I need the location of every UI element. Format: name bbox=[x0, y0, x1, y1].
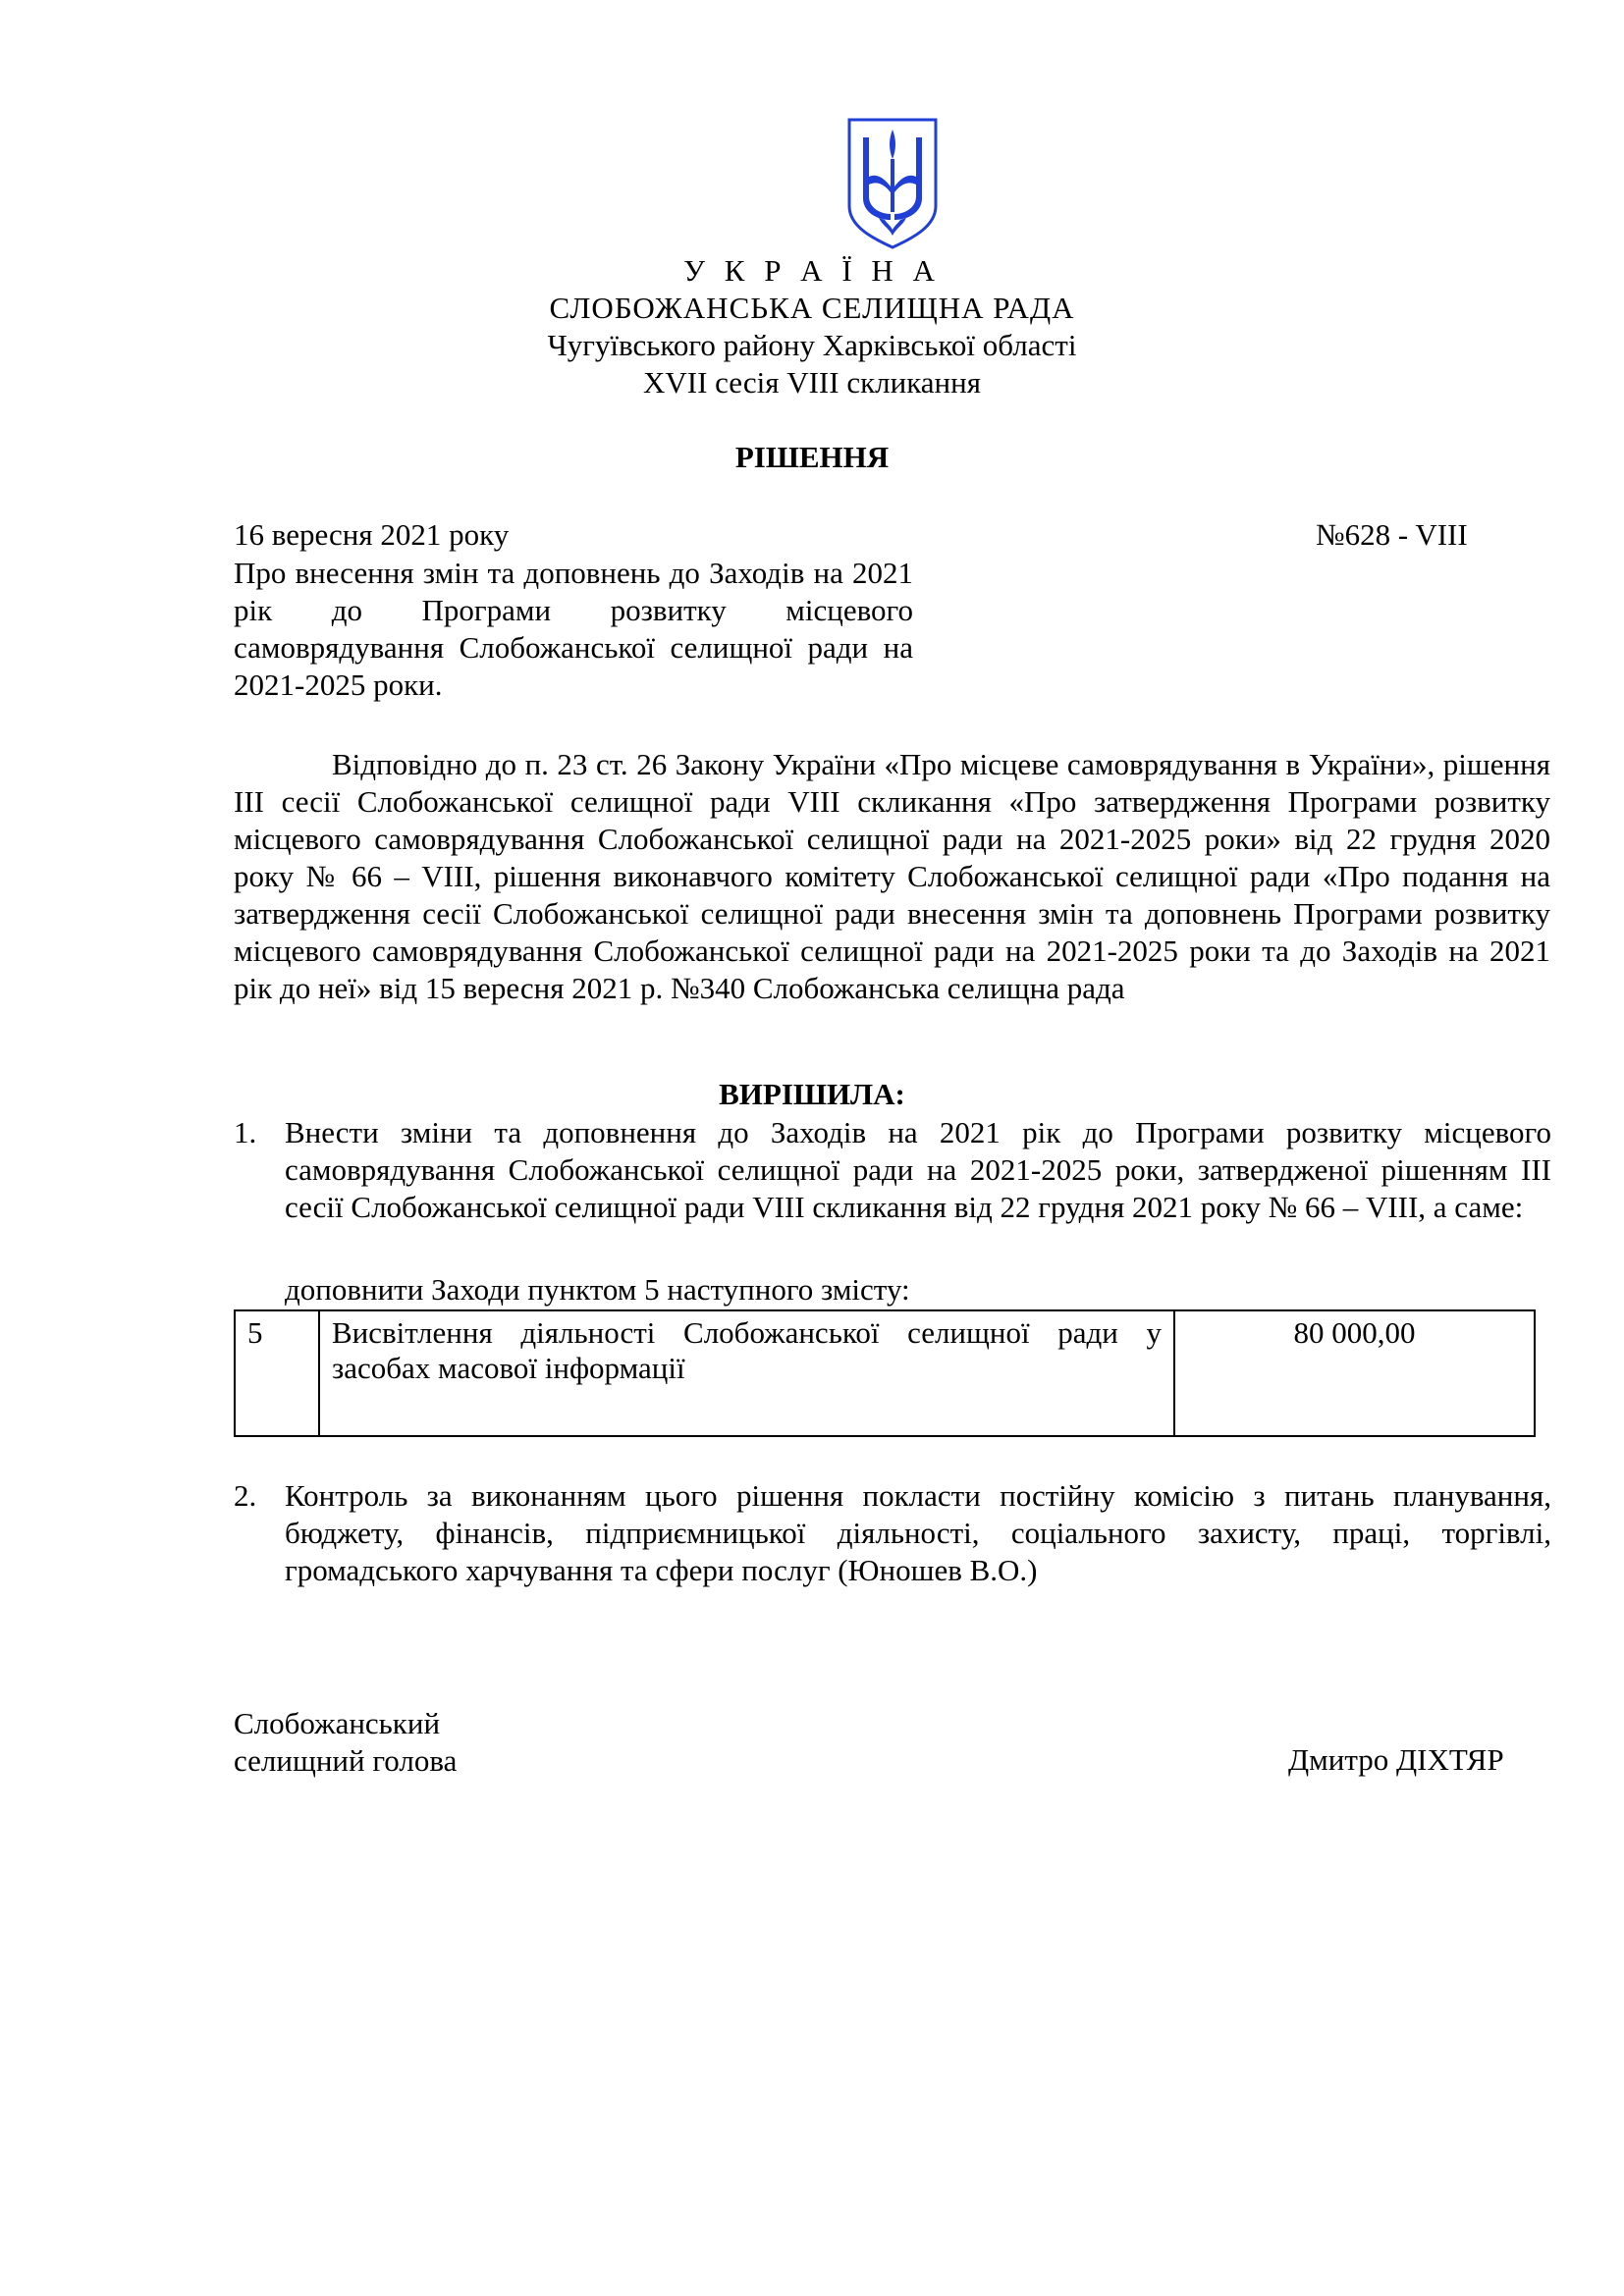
signatory-title bbox=[234, 1705, 457, 1780]
decision-subject: Про внесення змін та доповнень до Заходів на 2021 рік до Програми розвитку місцевого самоврядування Слобожанської селищної ради на 2021-2025 роки. bbox=[234, 556, 913, 702]
item-text-continuation: доповнити Заходи пунктом 5 наступного змісту: bbox=[285, 1272, 910, 1307]
measures-table bbox=[234, 1309, 1536, 1437]
signatory-title-line-1: Слобожанський bbox=[234, 1706, 441, 1740]
decision-number: №628 - VIII bbox=[1316, 517, 1468, 552]
item-number: 1. bbox=[234, 1115, 257, 1149]
table-cell-amount: 80 000,00 bbox=[1174, 1310, 1535, 1436]
resolution-item-1 bbox=[234, 1114, 1551, 1307]
coat-of-arms-icon bbox=[843, 116, 942, 251]
council-name: СЛОБОЖАНСЬКА СЕЛИЩНА РАДА bbox=[549, 291, 1075, 325]
decision-date: 16 вересня 2021 року bbox=[234, 517, 510, 552]
session-info: XVII сесія VIII скликання bbox=[643, 365, 981, 400]
resolution-item-2 bbox=[234, 1477, 1551, 1589]
country-name: У К Р А Ї Н А bbox=[683, 253, 941, 288]
signatory-name: Дмитро ДІХТЯР bbox=[1288, 1742, 1504, 1777]
table-cell-number: 5 bbox=[235, 1310, 319, 1436]
item-text: Внести зміни та доповнення до Заходів на 2021 рік до Програми розвитку місцевого самоврядування Слобожанської селищної ради на 2021-2025 роки, затвердженої рішенням ІІІ сесії Слобожанської селищної ради VІІІ скликання від 22 грудня 2021 року № 66 – VІІІ, а саме: bbox=[285, 1115, 1551, 1224]
item-number: 2. bbox=[234, 1478, 257, 1513]
table-cell-measure: Висвітлення діяльності Слобожанської селищної ради у засобах масової інформації bbox=[319, 1310, 1174, 1436]
document-title: РІШЕННЯ bbox=[734, 440, 890, 474]
district-name: Чугуївського району Харківської області bbox=[547, 328, 1077, 362]
signatory-title-line-2: селищний голова bbox=[234, 1743, 458, 1778]
item-text: Контроль за виконанням цього рішення покласти постійну комісію з питань планування, бюджету, фінансів, підприємницької діяльності, соціального захисту, праці, торгівлі, громадського харчування та сфери послуг (Юношев В.О.) bbox=[285, 1478, 1551, 1587]
preamble-paragraph: Відповідно до п. 23 ст. 26 Закону України «Про місцеве самоврядування в України», рішення ІІІ сесії Слобожанської селищної ради VІІІ скликання «Про затвердження Програми розвитку місцевого самоврядування Слобожанської селищної ради на 2021-2025 роки» від 22 грудня 2020 року № 66 – VІІІ, рішення виконавчого комітету Слобожанської селищної ради «Про подання на затвердження сесії Слобожанської селищної ради внесення змін та доповнень Програми розвитку місцевого самоврядування Слобожанської селищної ради на 2021-2025 роки та до Заходів на 2021 рік до неї» від 15 вересня 2021 р. №340 Слобожанська селищна рада bbox=[234, 747, 1550, 1005]
resolved-heading: ВИРІШИЛА: bbox=[719, 1077, 905, 1111]
table-row bbox=[235, 1310, 1535, 1436]
